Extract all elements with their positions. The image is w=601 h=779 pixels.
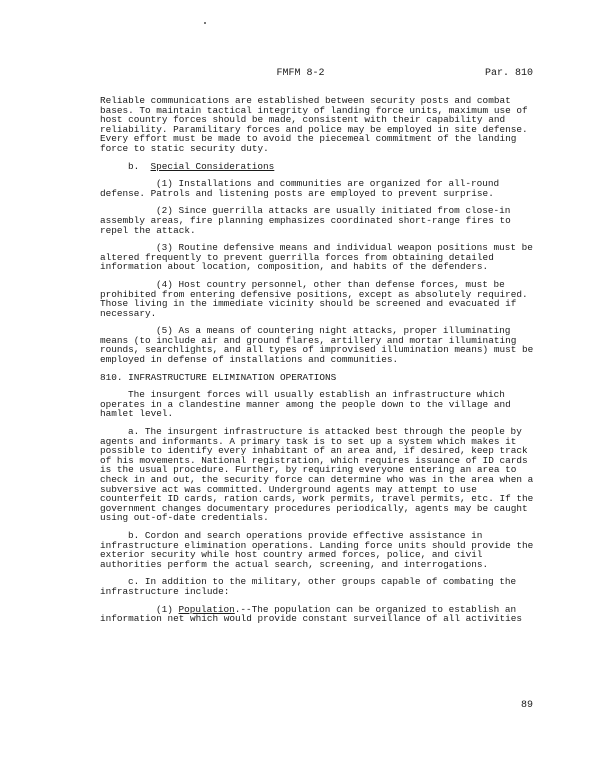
header-paragraph: Par. 810 (484, 68, 533, 79)
special-item-5: (5) As a means of countering night attacks, proper illuminating means (to include air and ground flares, artillery and mortar illuminating rounds, searchlights, and all types of improvised illumination means) must be employed in defense of installations and communities. (100, 325, 534, 366)
header-manual: FMFM 8-2 (276, 68, 325, 79)
item1-number: (1) (156, 603, 173, 615)
section-title: 810. INFRASTRUCTURE ELIMINATION OPERATIONS (100, 371, 337, 383)
item1-text: .--The population can be organized to establish an information net which would provide constant surveillance of all activities (100, 603, 522, 625)
special-item-4: (4) Host country personnel, other than defense forces, must be prohibited from entering defensive positions, except as absolutely required. Those living in the immediate vicinity should be screened and evacuated if necessary. (100, 278, 528, 319)
special-letter: b. (128, 160, 140, 172)
section-para-a: a. The insurgent infrastructure is attacked best through the people by agents and informants. A primary task is to set up a system which makes it possible to identify every inhabitant of an area and, if desired, keep track of his movements. National registration, which requires issuance of ID cards is the usual procedure. Further, by requiring everyone entering an area to check in and out, the security force can determine who was in the area when a subversive act was committed. Underground agents may attempt to use counterfeit ID cards, ration cards, work permits, travel permits, etc. If the government changes documentary procedures periodically, agents may be caught using out-of-date credentials. (100, 426, 534, 524)
page-number: 89 (520, 700, 533, 711)
paragraph-top: Reliable communications are established between security posts and combat bases. To maintain tactical integrity of landing force units, maximum use of host country forces should be made, consistent with their capability and reliability. Paramilitary forces and police may be employed in site defense. Every effort must be made to avoid the piecemeal commitment of the landing force to static security duty. (100, 95, 528, 154)
scan-mark (204, 22, 206, 24)
section-para-c: c. In addition to the military, other groups capable of combating the infrastructure include: (100, 576, 517, 597)
special-item-3: (3) Routine defensive means and individual weapon positions must be altered frequently to prevent guerrilla forces from obtaining detailed information about location, composition, and habits of the defenders. (100, 242, 533, 273)
special-considerations-heading (100, 162, 538, 172)
section-para-b: b. Cordon and search operations provide effective assistance in infrastructure elimination operations. Landing force units should provide the exterior security while host country armed forces, police, and civil authorities perform the actual search, screening, and interrogations. (100, 529, 534, 570)
special-title: Special Considerations (150, 160, 275, 172)
item1-label: Population (178, 603, 235, 615)
section-item-1 (100, 605, 538, 624)
document-body (100, 96, 538, 632)
special-item-1: (1) Installations and communities are organized for all-round defense. Patrols and listening posts are employed to prevent surprise. (100, 178, 500, 199)
section-intro: The insurgent forces will usually establish an infrastructure which operates in a clandestine manner among the people down to the village and hamlet level. (100, 389, 511, 420)
special-item-2: (2) Since guerrilla attacks are usually initiated from close-in assembly areas, fire planning emphasizes coordinated short-range fires to repel the attack. (100, 205, 511, 236)
